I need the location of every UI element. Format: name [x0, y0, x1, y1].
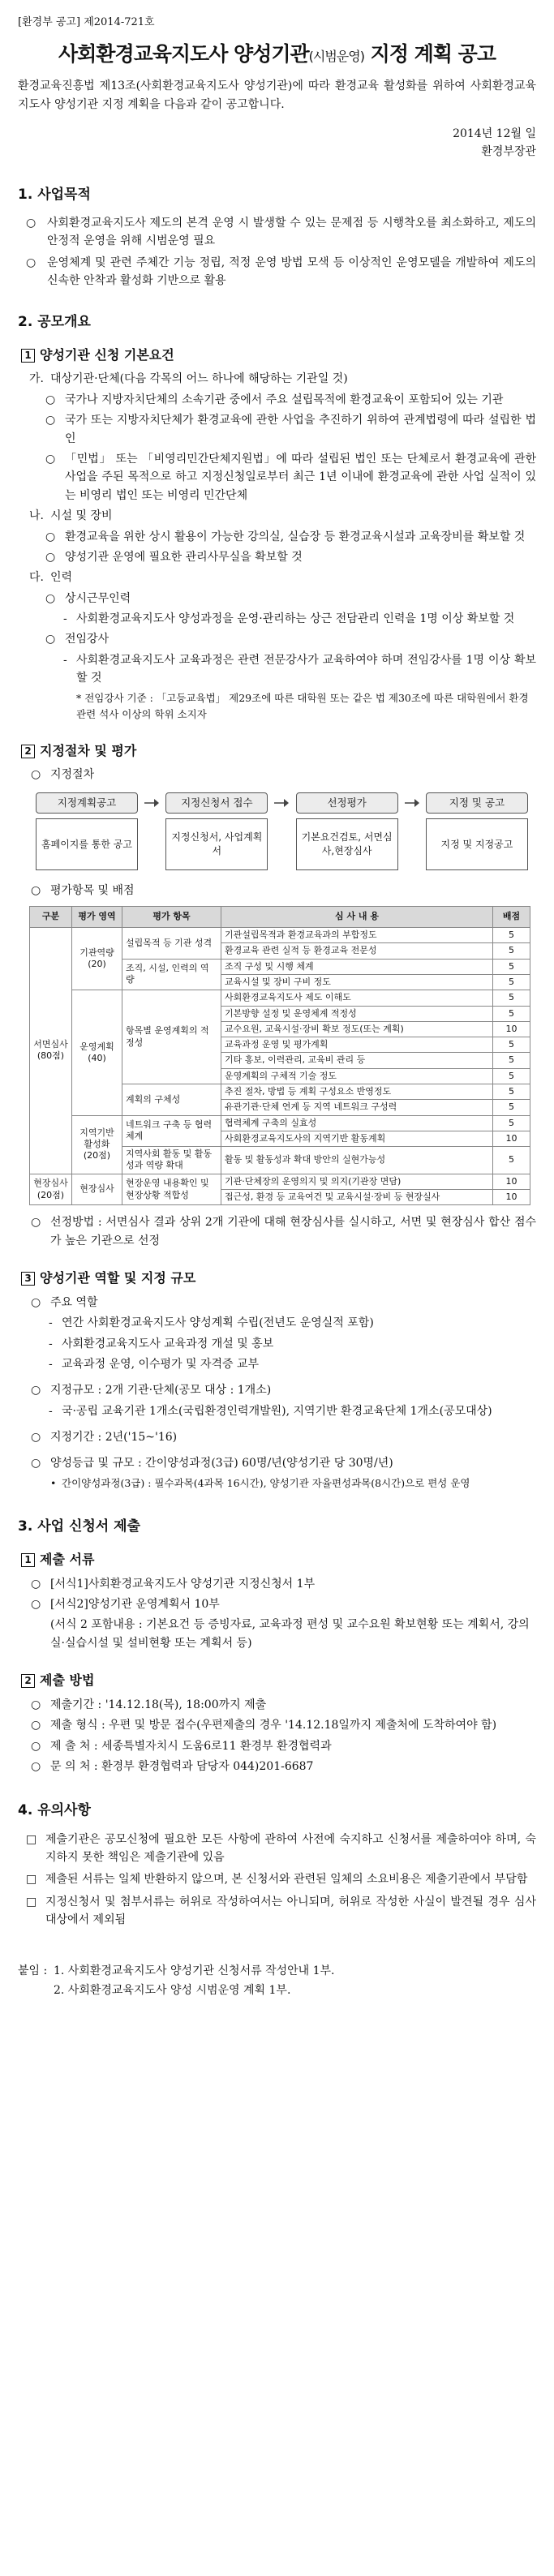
attachment-row: 붙임 : 1. 사회환경교육지도사 양성기관 신청서류 작성안내 1부.: [18, 1962, 536, 1980]
table-cell-score: 10: [493, 1174, 530, 1189]
list-item: ○ 양성등급 및 규모 : 간이양성과정(3급) 60명/년(양성기관 당 30명/년): [31, 1454, 536, 1472]
circle-bullet-icon: ○: [45, 550, 56, 564]
circle-bullet-icon: ○: [45, 591, 56, 605]
table-cell-area: 운영계획 (40): [72, 990, 122, 1115]
list-item: ○ 주요 역할: [31, 1294, 536, 1312]
list-item: - 사회환경교육지도사 교육과정 개설 및 홍보: [49, 1335, 536, 1353]
table-cell-score: 5: [493, 1006, 530, 1021]
circle-bullet-icon: ○: [31, 1457, 41, 1470]
table-cell-content: 기관설립목적과 환경교육과의 부합정도: [221, 928, 493, 943]
square-bullet-icon: □: [26, 1873, 37, 1887]
dash-bullet-icon: -: [49, 1316, 53, 1330]
circle-bullet-icon: ○: [26, 217, 37, 230]
table-header: 평가 영역: [72, 907, 122, 928]
subsection-3-2-title: 2 제출 방법: [21, 1670, 536, 1691]
intro-paragraph: 환경교육진흥법 제13조(사회환경교육지도사 양성기관)에 따라 환경교육 활성화를 위하여 사회환경교육지도사 양성기관 지정 계획을 다음과 같이 공고합니다.: [18, 79, 536, 111]
flow-step: [36, 792, 138, 870]
table-cell-content: 유관기관·단체 연계 등 지역 네트워크 구성력: [221, 1100, 493, 1115]
circle-bullet-icon: ○: [45, 452, 56, 466]
circle-bullet-icon: ○: [45, 633, 56, 646]
flow-step: [426, 792, 528, 870]
table-cell-content: 추진 절차, 방법 등 계획 구성요소 반영정도: [221, 1084, 493, 1099]
number-box: 1: [21, 349, 35, 363]
table-cell-score: 10: [493, 1190, 530, 1205]
circle-bullet-icon: ○: [31, 768, 41, 782]
attachments: [18, 1962, 536, 2000]
table-cell-content: 접근성, 환경 등 교육여건 및 교육시설·장비 등 현장실사: [221, 1190, 493, 1205]
table-cell-item: 항목별 운영계획의 적정성: [122, 990, 221, 1084]
table-cell-content: 기타 홍보, 이력관리, 교육비 관리 등: [221, 1053, 493, 1068]
circle-bullet-icon: ○: [31, 1759, 41, 1773]
list-item: - 교육과정 운영, 이수평가 및 자격증 교부: [49, 1355, 536, 1373]
list-item: □ 제출기관은 공모신청에 필요한 모든 사항에 관하여 사전에 숙지하고 신청서를 제출하여야 하며, 숙지하지 못한 책임은 제출기관에 있음: [26, 1831, 536, 1867]
table-header-row: [30, 907, 530, 928]
subsection-3-1-title: 1 제출 서류: [21, 1549, 536, 1570]
procedure-flow-diagram: [36, 792, 528, 870]
list-item: ○ 국가 또는 지방자치단체가 환경교육에 관한 사업을 추진하기 위하여 관계법령에 따라 설립한 법인: [45, 411, 536, 448]
table-cell-score: 5: [493, 1037, 530, 1053]
number-box: 3: [21, 1272, 35, 1286]
table-row: [30, 1115, 530, 1131]
subsection-2-3-title: 3 양성기관 역할 및 지정 규모: [21, 1268, 536, 1289]
table-cell-score: 5: [493, 1084, 530, 1099]
circle-bullet-icon: ○: [31, 883, 41, 897]
circle-bullet-icon: ○: [31, 1295, 41, 1309]
table-cell-score: 5: [493, 1053, 530, 1068]
table-cell-item: 조직, 시설, 인력의 역량: [122, 959, 221, 990]
table-cell-area: 지역기반 활성화 (20점): [72, 1115, 122, 1174]
section-2-title: 2. 공모개요: [18, 313, 91, 330]
dash-bullet-icon: -: [63, 612, 67, 626]
table-cell-area: 현장심사: [72, 1174, 122, 1205]
table-header: 평가 항목: [122, 907, 221, 928]
dash-bullet-icon: -: [49, 1404, 53, 1418]
table-cell-content: 교육과정 운영 및 평가계획: [221, 1037, 493, 1053]
table-cell-area: 기관역량 (20): [72, 928, 122, 990]
evaluation-table: [29, 906, 530, 1205]
table-cell-item: 계획의 구체성: [122, 1084, 221, 1115]
arrow-right-icon: [273, 792, 290, 870]
circle-bullet-icon: ○: [31, 1598, 41, 1612]
list-item: - 국·공립 교육기관 1개소(국립환경인력개발원), 지역기반 환경교육단체 1개소(공모대상): [49, 1402, 536, 1420]
table-header: 구분: [30, 907, 72, 928]
list-item: ○ 「민법」 또는 「비영리민간단체지원법」에 따라 설립된 법인 또는 단체로서 환경교육에 관한 사업을 주된 목적으로 하고 지정신청일로부터 최근 1년 이내에 환경교육에 관한 사업 실적이 있는 비영리 법인 또는 비영리 민간단체: [45, 450, 536, 504]
table-cell-content: 기관·단체장의 운영의지 및 의지(기관장 면담): [221, 1174, 493, 1189]
table-cell-content: 환경교육 관련 실적 등 환경교육 전문성: [221, 943, 493, 959]
evaluation-table-body: [30, 928, 530, 1205]
table-cell-score: 10: [493, 1021, 530, 1037]
list-item: - 사회환경교육지도사 양성과정을 운영·관리하는 상근 전담관리 인력을 1명 이상 확보할 것: [63, 610, 536, 628]
list-item: ○ 문 의 처 : 환경부 환경협력과 담당자 044)201-6687: [31, 1758, 536, 1775]
circle-bullet-icon: ○: [31, 1577, 41, 1591]
table-cell-score: 5: [493, 943, 530, 959]
table-cell-score: 5: [493, 1115, 530, 1131]
title-main: 사회환경교육지도사 양성기관: [58, 41, 309, 66]
list-item: ○ 제출 형식 : 우편 및 방문 접수(우편제출의 경우 '14.12.18일까지 제출처에 도착하여야 함): [31, 1716, 536, 1734]
circle-bullet-icon: ○: [31, 1739, 41, 1753]
list-item: □ 지정신청서 및 첨부서류는 허위로 작성하여서는 아니되며, 허위로 작성한 사실이 발견될 경우 심사대상에서 제외됨: [26, 1893, 536, 1930]
title-small: (시범운영): [308, 48, 364, 64]
subsection-2-2-title: 2 지정절차 및 평가: [21, 741, 536, 762]
table-cell-content: 활동 및 활동성과 확대 방안의 실현가능성: [221, 1147, 493, 1174]
circle-bullet-icon: ○: [31, 1698, 41, 1711]
page-title: [18, 41, 536, 68]
circle-bullet-icon: ○: [31, 1431, 41, 1445]
table-cell-content: 기본방향 설정 및 운영체계 적정성: [221, 1006, 493, 1021]
table-header: 배점: [493, 907, 530, 928]
square-bullet-icon: □: [26, 1895, 37, 1908]
section-1-title: 1. 사업목적: [18, 186, 91, 203]
table-cell-content: 교수요원, 교육시설·장비 확보 정도(또는 계획): [221, 1021, 493, 1037]
table-cell-item: 지역사회 활동 및 활동 성과 역량 확대: [122, 1147, 221, 1174]
table-row: [30, 928, 530, 943]
notice-number: [환경부 공고] 제2014-721호: [18, 16, 155, 28]
bullet-dot-icon: •: [50, 1476, 57, 1489]
notice-org: 환경부장관: [481, 145, 536, 159]
table-cell-content: 사회환경교육지도사 제도 이해도: [221, 990, 493, 1006]
circle-bullet-icon: ○: [31, 1719, 41, 1732]
number-box: 1: [21, 1553, 35, 1567]
list-item: ○ 평가항목 및 배점: [31, 882, 536, 899]
list-item: □ 제출된 서류는 일체 반환하지 않으며, 본 신청서와 관련된 일체의 소요비용은 제출기관에서 부담함: [26, 1870, 536, 1888]
table-cell-score: 5: [493, 1100, 530, 1115]
list-item: ○ 제출기간 : '14.12.18(목), 18:00까지 제출: [31, 1696, 536, 1714]
dash-bullet-icon: -: [49, 1337, 53, 1350]
table-cell-item: 현장운영 내용확인 및 현장상황 적합성: [122, 1174, 221, 1205]
section-3-title: 3. 사업 신청서 제출: [18, 1518, 140, 1535]
circle-bullet-icon: ○: [45, 393, 56, 406]
flow-step: [296, 792, 398, 870]
flow-step-body: 기본요건검토, 서면심사,현장심사: [296, 818, 398, 870]
table-cell-score: 5: [493, 928, 530, 943]
list-item: - 연간 사회환경교육지도사 양성계획 수립(전년도 운영실적 포함): [49, 1314, 536, 1332]
table-cell-item: 네트워크 구축 등 협력체계: [122, 1115, 221, 1147]
number-box: 2: [21, 1674, 35, 1688]
notice-date: 2014년 12월 일: [453, 127, 536, 141]
flow-step-body: 홈페이지를 통한 공고: [36, 818, 138, 870]
flow-step-body: 지정 및 지정공고: [426, 818, 528, 870]
table-cell-score: 5: [493, 1068, 530, 1084]
list-item: ○ 제 출 처 : 세종특별자치시 도움6로11 환경부 환경협력과: [31, 1737, 536, 1755]
table-cell-score: 5: [493, 990, 530, 1006]
list-item: ○ 지정규모 : 2개 기관·단체(공모 대상 : 1개소): [31, 1381, 536, 1399]
list-item: ○ 양성기관 운영에 필요한 관리사무실을 확보할 것: [45, 548, 536, 566]
subsection-2-1-title: 1 양성기관 신청 기본요건: [21, 345, 536, 366]
circle-bullet-icon: ○: [31, 1384, 41, 1397]
circle-bullet-icon: ○: [31, 1216, 41, 1230]
list-item: ○ 지정기간 : 2년('15~'16): [31, 1428, 536, 1446]
table-row: [30, 1174, 530, 1189]
table-cell-score: 5: [493, 959, 530, 974]
list-item: ○ 운영체계 및 관련 주체간 기능 정립, 적정 운영 방법 모색 등 이상적인 운영모델을 개발하여 제도의 신속한 안착과 활성화 기반으로 활용: [26, 254, 536, 290]
docs-note: (서식 2 포함내용 : 기본요건 등 증빙자료, 교육과정 편성 및 교수요원 확보현황 또는 계획서, 강의실·실습시설 및 설비현황 또는 계획서 등): [50, 1618, 530, 1650]
circle-bullet-icon: ○: [45, 414, 56, 427]
list-item: 다. 인력: [29, 571, 73, 585]
list-item: ○ 상시근무인력: [45, 590, 536, 608]
footnote: * 전임강사 기준 : 「고등교육법」 제29조에 따른 대학원 또는 같은 법 제30조에 따른 대학원에서 환경 관련 석사 이상의 학위 소지자: [76, 691, 529, 720]
flow-step-head: 지정 및 공고: [426, 792, 528, 814]
list-item: 나. 시설 및 장비: [29, 509, 113, 523]
dash-bullet-icon: -: [49, 1357, 53, 1371]
table-header: 심 사 내 용: [221, 907, 493, 928]
list-item: ○ 지정절차: [31, 766, 536, 784]
list-item: ○ [서식1]사회환경교육지도사 양성기관 지정신청서 1부: [31, 1575, 536, 1593]
table-cell-content: 교육시설 및 장비 구비 정도: [221, 974, 493, 990]
list-item: ○ [서식2]양성기관 운영계획서 10부: [31, 1595, 536, 1613]
list-item: - 사회환경교육지도사 교육과정은 관련 전문강사가 교육하여야 하며 전임강사를 1명 이상 확보할 것: [63, 651, 536, 688]
attachment-label: 붙임 :: [18, 1964, 48, 1977]
list-item: • 간이양성과정(3급) : 필수과목(4과목 16시간), 양성기관 자율편성과목(8시간)으로 편성 운영: [50, 1475, 536, 1492]
arrow-right-icon: [143, 792, 161, 870]
flow-step: [165, 792, 268, 870]
table-cell-score: 10: [493, 1131, 530, 1146]
table-cell-content: 협력체계 구축의 실효성: [221, 1115, 493, 1131]
table-cell-item: 설립목적 등 기관 성격: [122, 928, 221, 960]
number-box: 2: [21, 745, 35, 758]
title-tail: 지정 계획 공고: [363, 41, 496, 66]
table-cell-group: 현장심사 (20점): [30, 1174, 72, 1205]
arrow-right-icon: [403, 792, 421, 870]
circle-bullet-icon: ○: [26, 255, 37, 269]
list-item: ○ 국가나 지방자치단체의 소속기관 중에서 주요 설립목적에 환경교육이 포함되어 있는 기관: [45, 391, 536, 409]
dash-bullet-icon: -: [63, 653, 67, 667]
table-row: [30, 990, 530, 1006]
table-cell-content: 사회환경교육지도사의 지역기반 활동계획: [221, 1131, 493, 1146]
list-item: ○ 전임강사: [45, 630, 536, 648]
square-bullet-icon: □: [26, 1832, 37, 1846]
list-item: ○ 사회환경교육지도사 제도의 본격 운영 시 발생할 수 있는 문제점 등 시행착오를 최소화하고, 제도의 안정적 운영을 위해 시범운영 필요: [26, 214, 536, 251]
list-item: ○ 선정방법 : 서면심사 결과 상위 2개 기관에 대해 현장심사를 실시하고, 서면 및 현장심사 합산 점수가 높은 기관으로 선정: [31, 1213, 536, 1250]
section-4-title: 4. 유의사항: [18, 1802, 91, 1819]
attachment-row: 2. 사회환경교육지도사 양성 시범운영 계획 1부.: [54, 1983, 291, 1997]
table-cell-group: 서면심사 (80점): [30, 928, 72, 1174]
flow-step-head: 지정신청서 접수: [165, 792, 268, 814]
list-item: ○ 환경교육을 위한 상시 활용이 가능한 강의실, 실습장 등 환경교육시설과 교육장비를 확보할 것: [45, 528, 536, 546]
flow-step-head: 지정계획공고: [36, 792, 138, 814]
circle-bullet-icon: ○: [45, 530, 56, 543]
table-cell-content: 조직 구성 및 시행 체계: [221, 959, 493, 974]
flow-step-head: 선정평가: [296, 792, 398, 814]
table-cell-score: 5: [493, 1147, 530, 1174]
table-cell-content: 운영계획의 구체적 기술 정도: [221, 1068, 493, 1084]
table-cell-score: 5: [493, 974, 530, 990]
flow-step-body: 지정신청서, 사업계획서: [165, 818, 268, 870]
list-item: 가. 대상기관·단체(다음 각목의 어느 하나에 해당하는 기관일 것): [29, 372, 348, 386]
